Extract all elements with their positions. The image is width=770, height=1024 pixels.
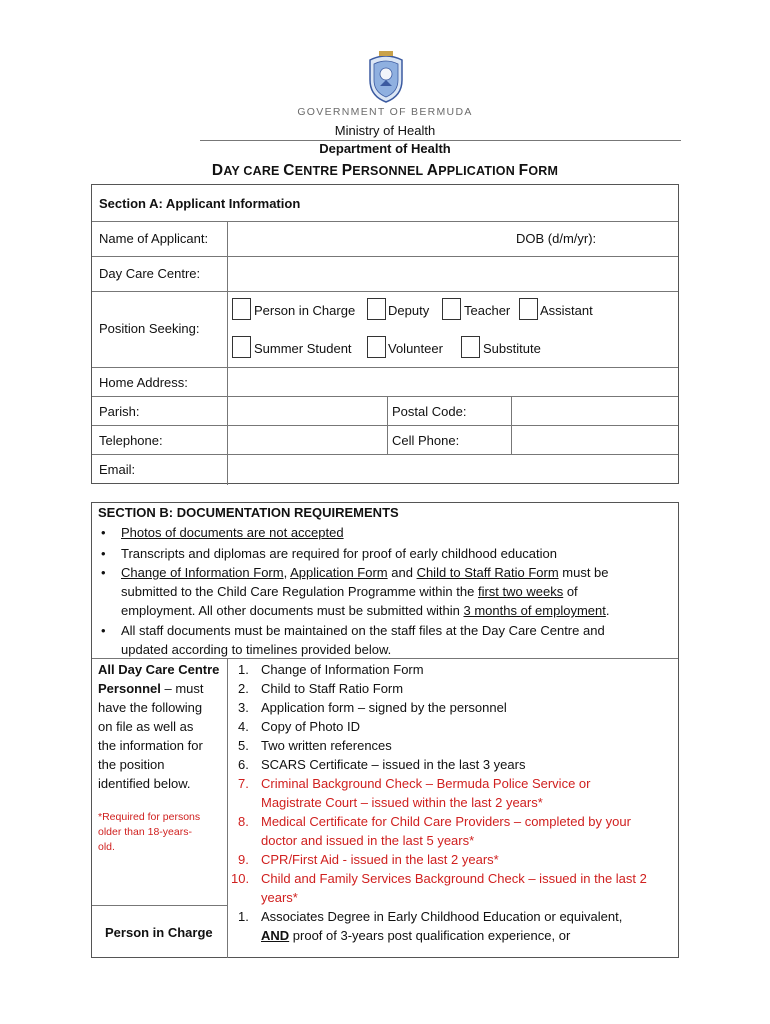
requirement-text: Application form – signed by the personnel (261, 700, 507, 715)
bullet-forms-line-1: Change of Information Form, Application Form and Child to Staff Ratio Form must be (121, 565, 609, 580)
requirement-text: doctor and issued in the last 5 years* (261, 833, 475, 848)
name-of-applicant-label: Name of Applicant: (99, 231, 209, 246)
checkbox-assistant[interactable] (519, 298, 538, 320)
requirement-text: Magistrate Court – issued within the last 2 years* (261, 795, 543, 810)
requirement-number: 2. (238, 681, 249, 696)
pic-item-line-2: AND proof of 3-years post qualification experience, or (261, 928, 571, 943)
cell-phone-field[interactable] (512, 426, 678, 454)
requirement-text: Criminal Background Check – Bermuda Police Service or (261, 776, 591, 791)
bullet-icon: • (101, 525, 106, 540)
option-deputy: Deputy (388, 303, 430, 318)
position-seeking-label: Position Seeking: (99, 321, 200, 336)
section-a-applicant-information (91, 184, 679, 484)
option-substitute: Substitute (483, 341, 541, 356)
required-note-line-1: *Required for persons (98, 811, 201, 823)
requirement-text: years* (261, 890, 298, 905)
requirement-text: Copy of Photo ID (261, 719, 360, 734)
parish-field[interactable] (228, 397, 388, 425)
requirement-text: Medical Certificate for Child Care Providers – completed by your (261, 814, 631, 829)
telephone-field[interactable] (228, 426, 388, 454)
bullet-forms-line-3: employment. All other documents must be submitted within 3 months of employment. (121, 603, 610, 618)
requirement-number: 6. (238, 757, 249, 772)
dob-label: DOB (d/m/yr): (516, 231, 597, 246)
home-address-label: Home Address: (99, 375, 188, 390)
section-b-documentation-requirements (91, 502, 679, 958)
requirement-number: 4. (238, 719, 249, 734)
requirement-text: Two written references (261, 738, 392, 753)
personnel-line-4: on file as well as (98, 719, 194, 734)
checkbox-deputy[interactable] (367, 298, 386, 320)
option-person-in-charge: Person in Charge (254, 303, 356, 318)
person-in-charge-label: Person in Charge (105, 925, 213, 940)
parish-label: Parish: (99, 404, 140, 419)
bullet-icon: • (101, 565, 106, 580)
requirement-number: 3. (238, 700, 249, 715)
name-of-applicant-field[interactable] (228, 222, 508, 256)
day-care-centre-label: Day Care Centre: (99, 266, 201, 281)
bullet-transcripts: Transcripts and diplomas are required for proof of early childhood education (121, 546, 557, 561)
requirement-number: 9. (238, 852, 249, 867)
required-note-line-2: older than 18-years- (98, 826, 192, 838)
checkbox-volunteer[interactable] (367, 336, 386, 358)
personnel-line-7: identified below. (98, 776, 191, 791)
requirement-number: 5. (238, 738, 249, 753)
option-assistant: Assistant (540, 303, 593, 318)
day-care-centre-field[interactable] (228, 257, 678, 291)
section-a-heading: Section A: Applicant Information (99, 196, 301, 211)
personnel-line-3: have the following (98, 700, 203, 715)
requirement-text: CPR/First Aid - issued in the last 2 years* (261, 852, 499, 867)
requirement-number: 8. (238, 814, 249, 829)
checkbox-person-in-charge[interactable] (232, 298, 251, 320)
bullet-icon: • (101, 546, 106, 561)
pic-item-number: 1. (238, 909, 249, 924)
postal-code-field[interactable] (512, 397, 678, 425)
department-name: Department of Health (319, 141, 451, 156)
form-title: DAY CARE CENTRE PERSONNEL APPLICATION FORM (211, 162, 559, 179)
checkbox-teacher[interactable] (442, 298, 461, 320)
postal-code-label: Postal Code: (392, 404, 467, 419)
requirement-number: 10. (231, 871, 250, 886)
requirement-text: Change of Information Form (261, 662, 424, 677)
requirement-text: Child and Family Services Background Check – issued in the last 2 (261, 871, 647, 886)
personnel-line-6: the position (98, 757, 165, 772)
bullet-no-photos: Photos of documents are not accepted (121, 525, 344, 540)
requirement-text: Child to Staff Ratio Form (261, 681, 404, 696)
checkbox-summer-student[interactable] (232, 336, 251, 358)
personnel-line-1: All Day Care Centre (98, 662, 220, 677)
email-field[interactable] (228, 455, 678, 483)
email-label: Email: (99, 462, 136, 477)
bullet-forms-line-2: submitted to the Child Care Regulation Programme within the first two weeks of (121, 584, 578, 599)
section-b-heading: SECTION B: DOCUMENTATION REQUIREMENTS (98, 505, 399, 520)
requirement-text: SCARS Certificate – issued in the last 3 years (261, 757, 526, 772)
government-name: GOVERNMENT OF BERMUDA (297, 106, 473, 118)
option-summer-student: Summer Student (254, 341, 352, 356)
personnel-line-5: the information for (98, 738, 203, 753)
coat-of-arms-logo (366, 50, 406, 104)
option-volunteer: Volunteer (388, 341, 443, 356)
cell-phone-label: Cell Phone: (392, 433, 460, 448)
bullet-staff-files-line-1: All staff documents must be maintained on the staff files at the Day Care Centre and (121, 623, 605, 638)
checkbox-substitute[interactable] (461, 336, 480, 358)
personnel-line-2: Personnel – must (98, 681, 204, 696)
telephone-label: Telephone: (99, 433, 163, 448)
pic-item-line-1: Associates Degree in Early Childhood Education or equivalent, (261, 909, 623, 924)
required-note-line-3: old. (98, 841, 115, 853)
bullet-staff-files-line-2: updated according to timelines provided below. (121, 642, 392, 657)
requirement-number: 7. (238, 776, 249, 791)
option-teacher: Teacher (464, 303, 511, 318)
requirement-number: 1. (238, 662, 249, 677)
home-address-field[interactable] (228, 368, 678, 396)
bullet-icon: • (101, 623, 106, 638)
ministry-name: Ministry of Health (334, 123, 436, 138)
